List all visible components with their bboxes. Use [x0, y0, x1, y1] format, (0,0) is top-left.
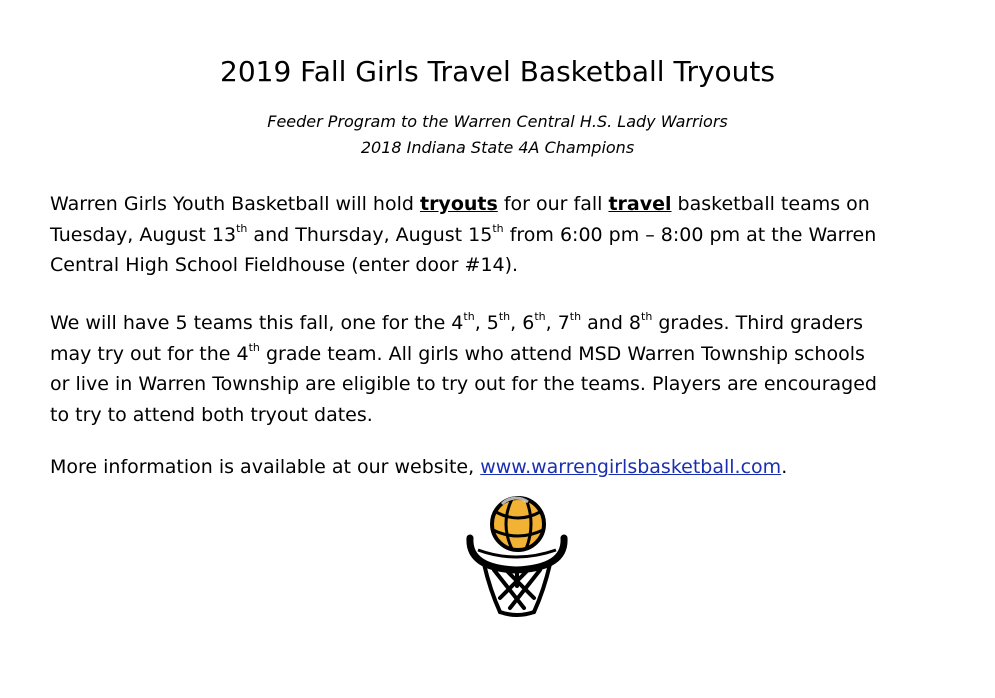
ordinal-suffix: th — [492, 221, 504, 235]
text: for our fall — [497, 193, 609, 215]
paragraph-line: to try to attend both tryout dates. — [50, 403, 373, 426]
paragraph-line — [50, 452, 950, 483]
tryout-details-paragraph — [50, 189, 950, 281]
text: and 8 — [581, 312, 642, 334]
travel-emphasis: travel — [608, 193, 672, 215]
teams-paragraph — [50, 308, 950, 430]
text: grades. Third graders — [652, 312, 864, 334]
paragraph-line — [50, 339, 950, 370]
paragraph-line: or live in Warren Township are eligible to try out for the teams. Players are encouraged — [50, 373, 877, 395]
ordinal-suffix: th — [569, 310, 582, 323]
text: may try out for the 4 — [50, 342, 249, 365]
ordinal-suffix: th — [236, 221, 248, 235]
text: Warren Girls Youth Basketball will hold — [50, 193, 420, 215]
tryouts-emphasis: tryouts — [419, 193, 498, 215]
text: from 6:00 pm – 8:00 pm at the Warren — [503, 223, 877, 246]
paragraph-line — [50, 189, 950, 220]
website-link[interactable]: www.warrengirlsbasketball.com — [480, 456, 782, 478]
ordinal-suffix: th — [534, 310, 546, 323]
paragraph-line — [50, 308, 950, 339]
text: . — [781, 456, 788, 478]
text: grade team. All girls who attend MSD Warren Township schools — [259, 342, 865, 365]
ordinal-suffix: th — [641, 310, 653, 323]
more-info-paragraph — [50, 452, 950, 483]
ordinal-suffix: th — [248, 340, 260, 354]
page-title: 2019 Fall Girls Travel Basketball Tryouts — [220, 55, 775, 88]
basketball-hoop-icon — [462, 490, 572, 620]
text: We will have 5 teams this fall, one for the 4 — [50, 312, 464, 334]
text: , 6 — [510, 312, 535, 334]
subtitle-feeder-program: Feeder Program to the Warren Central H.S. Lady Warriors — [267, 112, 728, 131]
text: , 7 — [545, 312, 570, 334]
hoop-net-icon — [484, 564, 550, 615]
text: Tuesday, August 13 — [50, 223, 237, 246]
ordinal-suffix: th — [498, 310, 511, 323]
text: More information is available at our website, — [50, 456, 481, 478]
ordinal-suffix: th — [463, 310, 475, 323]
text: basketball teams on — [671, 193, 870, 215]
basketball-icon — [492, 498, 544, 550]
subtitle-state-champions: 2018 Indiana State 4A Champions — [360, 138, 635, 157]
paragraph-line — [50, 220, 950, 251]
paragraph-line: Central High School Fieldhouse (enter door #14). — [50, 254, 519, 276]
text: , 5 — [474, 312, 499, 334]
text: and Thursday, August 15 — [247, 223, 493, 246]
